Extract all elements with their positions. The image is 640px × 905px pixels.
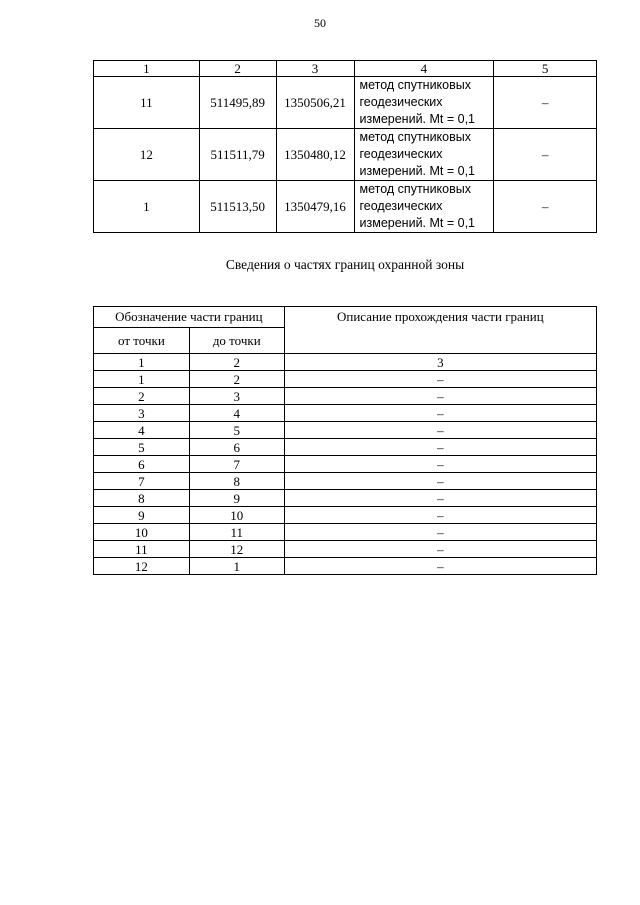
to-point: 3 bbox=[189, 388, 284, 405]
to-point-header: до точки bbox=[189, 328, 284, 354]
coordinate-y: 1350480,12 bbox=[276, 129, 354, 181]
to-point: 8 bbox=[189, 473, 284, 490]
to-point: 10 bbox=[189, 507, 284, 524]
boundary-description: – bbox=[284, 439, 596, 456]
boundary-description: – bbox=[284, 524, 596, 541]
boundary-description: – bbox=[284, 405, 596, 422]
boundary-description: – bbox=[284, 422, 596, 439]
point-number: 12 bbox=[94, 129, 200, 181]
table-row bbox=[94, 371, 597, 388]
from-point: 11 bbox=[94, 541, 190, 558]
coordinate-x: 511513,50 bbox=[199, 181, 276, 233]
determination-method bbox=[354, 181, 494, 233]
from-point: 9 bbox=[94, 507, 190, 524]
section-title: Сведения о частях границ охранной зоны bbox=[225, 257, 465, 272]
table-row bbox=[94, 181, 597, 233]
coordinate-x: 511495,89 bbox=[199, 77, 276, 129]
table-row bbox=[94, 507, 597, 524]
from-point: 4 bbox=[94, 422, 190, 439]
to-point: 11 bbox=[189, 524, 284, 541]
boundary-description: – bbox=[284, 388, 596, 405]
method-line: геодезических bbox=[359, 199, 443, 213]
from-point: 8 bbox=[94, 490, 190, 507]
table-row bbox=[94, 456, 597, 473]
table-row bbox=[94, 558, 597, 575]
boundary-description: 3 bbox=[284, 354, 596, 371]
coordinates-table-header-row bbox=[94, 61, 597, 77]
method-line: измерений. Mt = 0,1 bbox=[359, 112, 476, 126]
method-line: измерений. Mt = 0,1 bbox=[359, 216, 476, 230]
to-point: 9 bbox=[189, 490, 284, 507]
from-point: 1 bbox=[94, 371, 190, 388]
boundary-description-header: Описание прохождения части границ bbox=[284, 307, 596, 354]
boundary-description: – bbox=[284, 558, 596, 575]
from-point: 12 bbox=[94, 558, 190, 575]
note: – bbox=[494, 77, 597, 129]
page-number: 50 bbox=[314, 16, 326, 30]
determination-method bbox=[354, 129, 494, 181]
method-line: геодезических bbox=[359, 147, 443, 161]
to-point: 2 bbox=[189, 354, 284, 371]
table-row bbox=[94, 388, 597, 405]
from-point: 10 bbox=[94, 524, 190, 541]
column-number-2: 2 bbox=[199, 61, 276, 77]
table-row bbox=[94, 524, 597, 541]
note: – bbox=[494, 129, 597, 181]
table-row bbox=[94, 129, 597, 181]
coordinate-x: 511511,79 bbox=[199, 129, 276, 181]
from-point: 6 bbox=[94, 456, 190, 473]
boundary-description: – bbox=[284, 490, 596, 507]
table-row bbox=[94, 439, 597, 456]
determination-method bbox=[354, 77, 494, 129]
note: – bbox=[494, 181, 597, 233]
point-number: 11 bbox=[94, 77, 200, 129]
to-point: 7 bbox=[189, 456, 284, 473]
table-row bbox=[94, 77, 597, 129]
from-point: 5 bbox=[94, 439, 190, 456]
boundary-description: – bbox=[284, 473, 596, 490]
boundary-description: – bbox=[284, 507, 596, 524]
column-number-4: 4 bbox=[354, 61, 494, 77]
from-point-header: от точки bbox=[94, 328, 190, 354]
method-line: геодезических bbox=[359, 95, 443, 109]
boundary-part-designation-header: Обозначение части границ bbox=[94, 307, 285, 328]
table-row bbox=[94, 422, 597, 439]
boundary-description: – bbox=[284, 456, 596, 473]
parts-table-body bbox=[94, 354, 597, 575]
column-number-3: 3 bbox=[276, 61, 354, 77]
boundary-parts-table bbox=[93, 306, 597, 575]
to-point: 4 bbox=[189, 405, 284, 422]
to-point: 5 bbox=[189, 422, 284, 439]
to-point: 2 bbox=[189, 371, 284, 388]
from-point: 3 bbox=[94, 405, 190, 422]
point-number: 1 bbox=[94, 181, 200, 233]
boundary-description: – bbox=[284, 371, 596, 388]
coordinate-y: 1350479,16 bbox=[276, 181, 354, 233]
method-line: метод спутниковых bbox=[359, 130, 471, 144]
table-row bbox=[94, 473, 597, 490]
to-point: 6 bbox=[189, 439, 284, 456]
method-line: метод спутниковых bbox=[359, 182, 471, 196]
column-number-1: 1 bbox=[94, 61, 200, 77]
table-row bbox=[94, 405, 597, 422]
from-point: 7 bbox=[94, 473, 190, 490]
from-point: 2 bbox=[94, 388, 190, 405]
to-point: 1 bbox=[189, 558, 284, 575]
boundary-description: – bbox=[284, 541, 596, 558]
table-row bbox=[94, 354, 597, 371]
table-row bbox=[94, 541, 597, 558]
coordinate-y: 1350506,21 bbox=[276, 77, 354, 129]
from-point: 1 bbox=[94, 354, 190, 371]
method-line: измерений. Mt = 0,1 bbox=[359, 164, 476, 178]
method-line: метод спутниковых bbox=[359, 78, 471, 92]
column-number-5: 5 bbox=[494, 61, 597, 77]
table-row bbox=[94, 490, 597, 507]
to-point: 12 bbox=[189, 541, 284, 558]
parts-table-header-row bbox=[94, 307, 597, 328]
coordinates-table bbox=[93, 60, 597, 233]
